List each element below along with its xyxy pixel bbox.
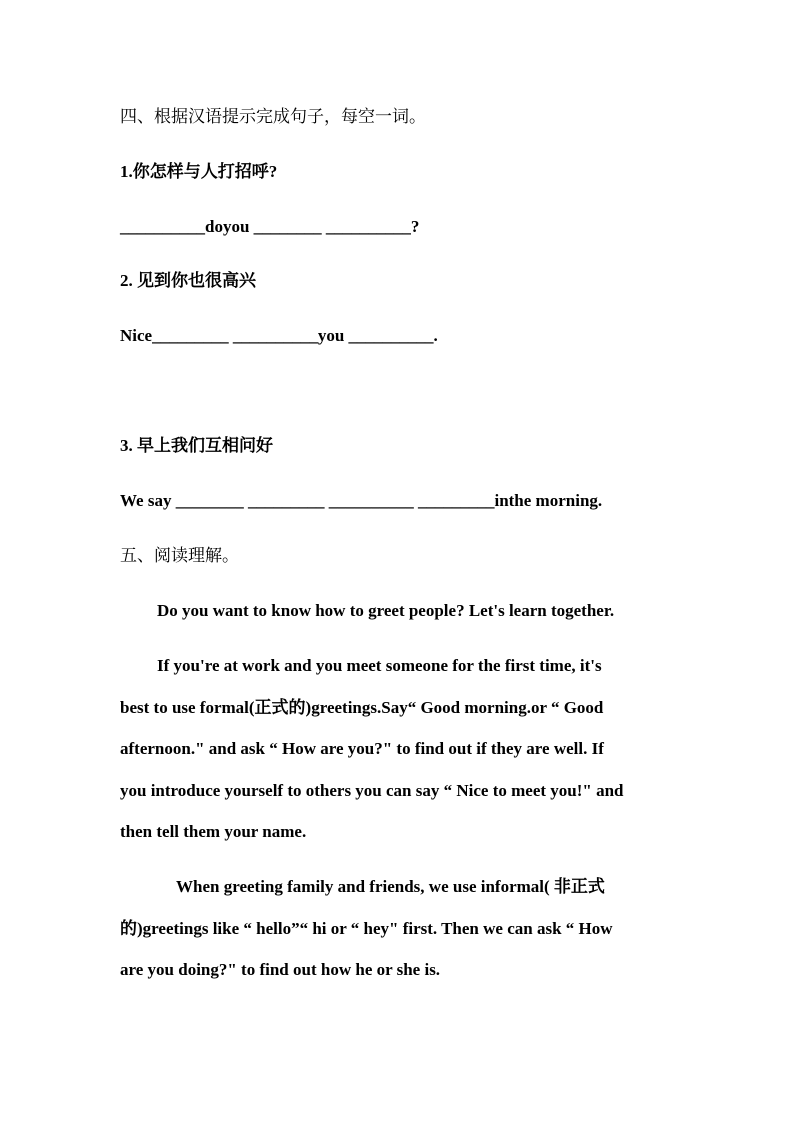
section-5-heading: 五、阅读理解。 <box>120 546 239 565</box>
question-1-answer-line: __________doyou ________ __________? <box>120 217 420 236</box>
question-3-answer-line: We say ________ _________ __________ _________inthe morning. <box>120 491 603 510</box>
question-2-answer-line: Nice_________ __________you __________. <box>120 326 438 345</box>
passage-line: are you doing?" to find out how he or she is. <box>120 960 441 979</box>
question-2-prompt: 2. 见到你也很高兴 <box>120 271 256 290</box>
question-3-prompt: 3. 早上我们互相问好 <box>120 436 273 455</box>
passage-line: best to use formal(正式的)greetings.Say“ Good morning.or “ Good <box>120 698 604 717</box>
section-4-heading: 四、根据汉语提示完成句子，每空一词。 <box>120 107 426 126</box>
passage-line: afternoon." and ask “ How are you?" to find out if they are well. If <box>120 739 604 758</box>
question-1-prompt: 1.你怎样与人打招呼? <box>120 162 278 181</box>
passage-line: When greeting family and friends, we use informal( 非正式 <box>176 877 605 896</box>
passage-line: If you're at work and you meet someone for the first time, it's <box>157 656 602 675</box>
passage-line: you introduce yourself to others you can say “ Nice to meet you!" and <box>120 781 624 800</box>
passage-line: Do you want to know how to greet people? Let's learn together. <box>157 601 615 620</box>
passage-line: then tell them your name. <box>120 822 307 841</box>
passage-line: 的)greetings like “ hello”“ hi or “ hey" first. Then we can ask “ How <box>120 919 613 938</box>
